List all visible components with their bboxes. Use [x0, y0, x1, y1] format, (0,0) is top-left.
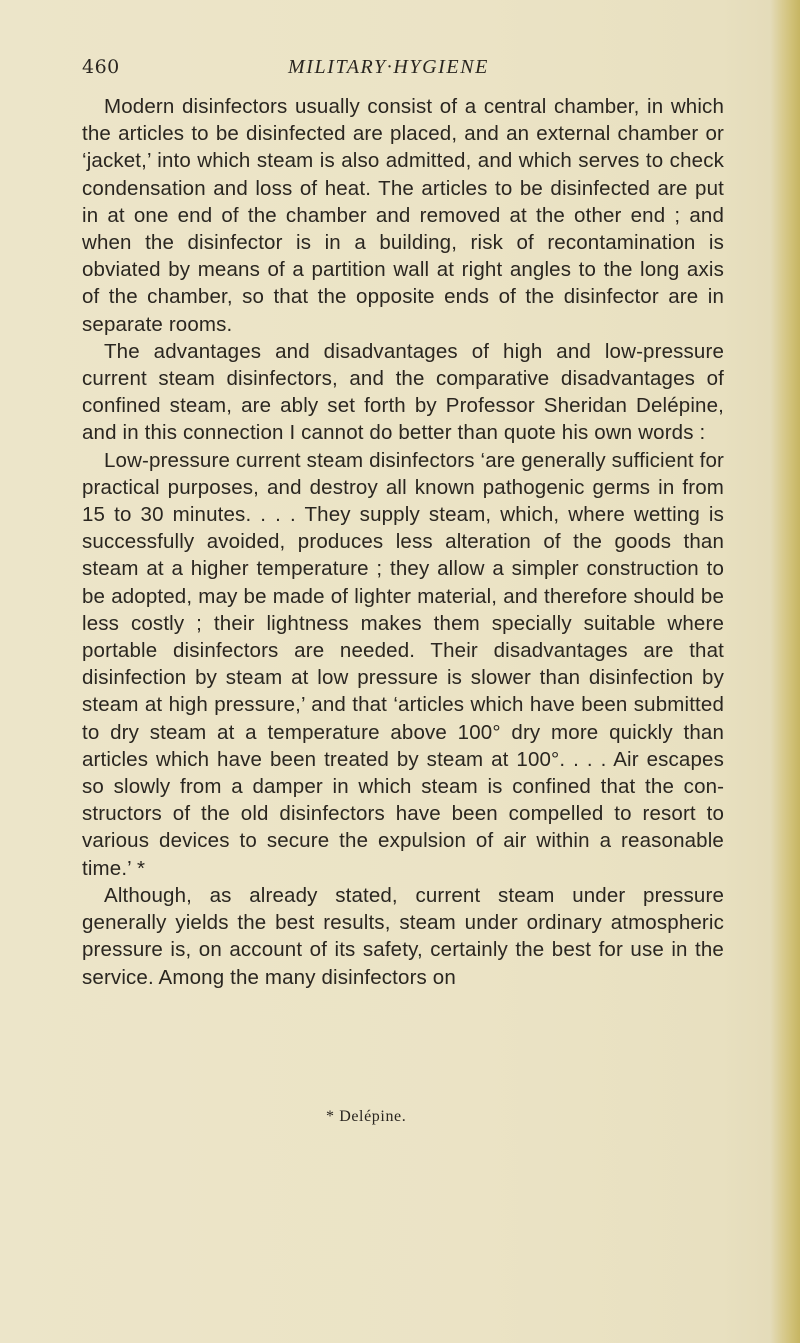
body-text — [82, 93, 724, 991]
paragraph: Modern disinfectors usually consist of a central chamber, in which the articles to be disinfected are placed, and an external chamber or ‘jacket,’ into which steam is also admitted, and which serves to check condensation and loss of heat. The articles to be disinfected are put in at one end of the chamber and removed at the other end ; and when the disinfector is in a building, risk of recontamination is obviated by means of a partition wall at right angles to the long axis of the chamber, so that the opposite ends of the disinfector are in separate rooms. — [82, 95, 724, 336]
footnote: * Delépine. — [326, 1108, 407, 1125]
page-header — [82, 56, 722, 86]
page-number: 460 — [82, 56, 120, 78]
paragraph: Low-pressure current steam disinfectors ‘are generally sufficient for practical purposes, and destroy all known pathogenic germs in from 15 to 30 minutes. . . . They supply steam, which, where wetting is successfully avoided, produces less alteration of the goods than steam at a higher temperature ; they allow a simpler construction to be adopted, may be made of lighter material, and therefore should be less costly ; their lightness makes them specially suitable where portable disinfectors are needed. Their disadvantages are that disinfection by steam at low pressure is slower than disinfection by steam at high pressure,’ and that ‘articles which have been submitted to dry steam at a temperature above 100° dry more quickly than articles which have been treated by steam at 100°. . . . Air escapes so slowly from a damper in which steam is confined that the constructors of the old disinfectors have been compelled to resort to various devices to secure the expulsion of air within a reasonable time.’ * — [82, 448, 724, 880]
running-title: MILITARY·HYGIENE — [288, 56, 489, 78]
page-edge-shading — [770, 0, 800, 1343]
paragraph: Although, as already stated, current steam under pressure generally yields the best results, steam under ordinary atmospheric pressure is, on account of its safety, certainly the best for use in the service. Among the many disinfectors on — [82, 883, 724, 989]
paragraph: The advantages and disadvantages of high and low-pressure current steam disinfectors, and the comparative disadvantages of confined steam, are ably set forth by Professor Sheridan Delépine, and in this connection I cannot do better than quote his own words : — [82, 339, 724, 445]
